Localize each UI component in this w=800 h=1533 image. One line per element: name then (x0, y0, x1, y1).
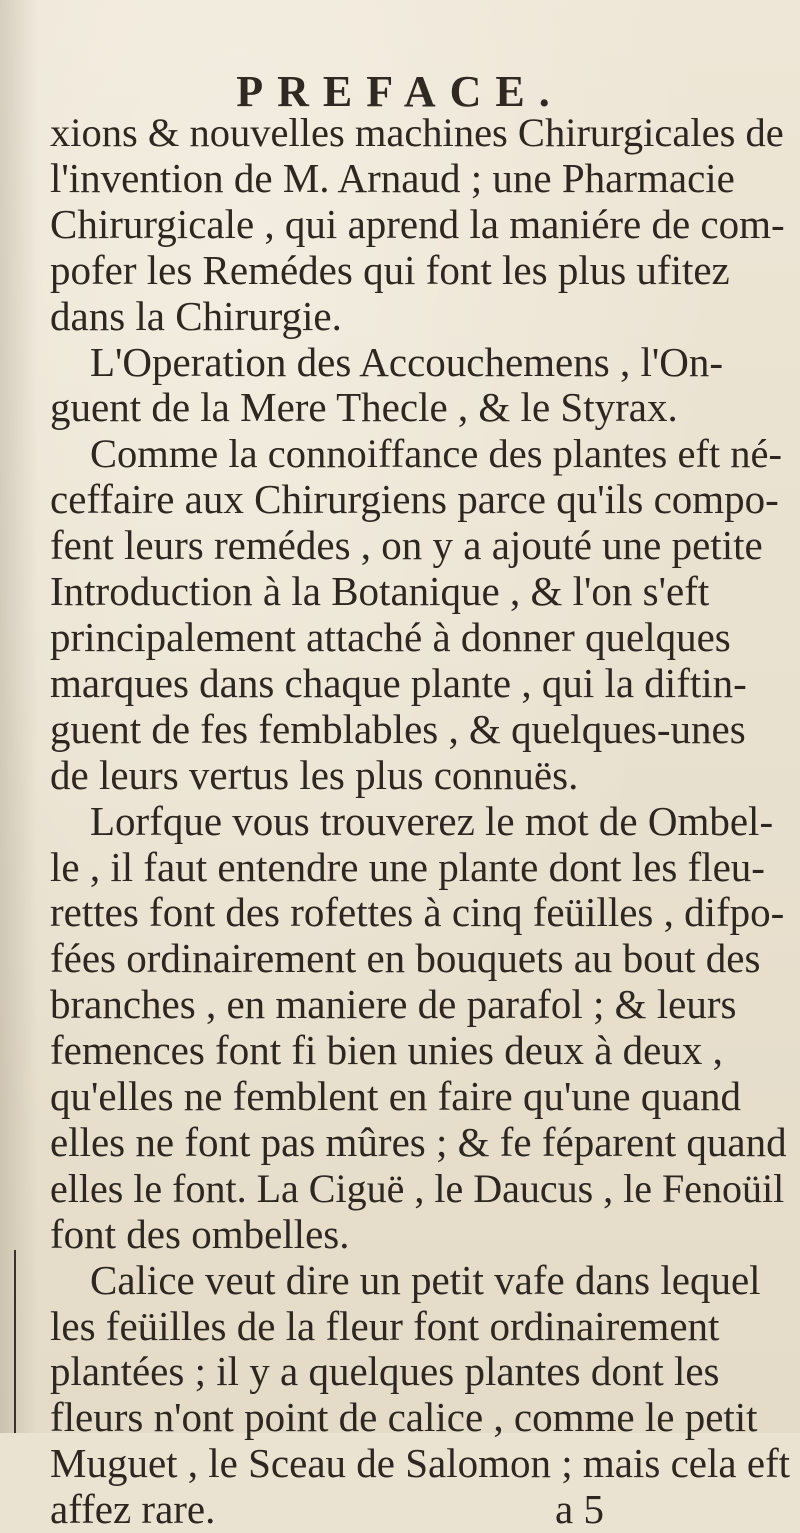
text-line: pofer les Remédes qui font les plus ufitez (50, 246, 730, 293)
text-line: elles ne font pas mûres ; & fe féparent quand (50, 1118, 787, 1165)
text-line: guent de fes femblables , & quelques-unes (50, 705, 746, 752)
paragraph-start: Comme la connoiffance des plantes eft né- (90, 431, 783, 477)
text-line: de leurs vertus les plus connuës. (50, 751, 579, 798)
text-line: Muguet , le Sceau de Salomon ; mais cela eft (50, 1440, 791, 1487)
text-line: marques dans chaque plante , qui la diftin- (50, 659, 747, 706)
paragraph-start: L'Operation des Accouchemens , l'On- (90, 338, 723, 385)
text-line: plantées ; il y a quelques plantes dont les (50, 1348, 720, 1395)
text-line: ceffaire aux Chirurgiens parce qu'ils compo- (50, 476, 779, 523)
page-gutter-shadow (0, 0, 38, 1433)
text-line: rettes font des rofettes à cinq feüilles , difpo- (50, 889, 785, 936)
final-row (50, 1487, 610, 1533)
text-line: qu'elles ne femblent en faire qu'une quand (50, 1073, 742, 1120)
paragraph-start: Lorfque vous trouverez le mot de Ombel- (90, 797, 774, 844)
text-line: guent de la Mere Thecle , & le Styrax. (50, 384, 678, 431)
text-line: fleurs n'ont point de calice , comme le petit (50, 1394, 758, 1441)
text-line: font des ombelles. (50, 1210, 350, 1257)
text-line: fent leurs remédes , on y a ajouté une petite (50, 522, 763, 569)
paragraph-start: Calice veut dire un petit vafe dans lequel (90, 1256, 761, 1303)
signature-mark: a 5 (555, 1486, 604, 1533)
text-line: branches , en maniere de parafol ; & leurs (50, 981, 737, 1028)
text-line: Chirurgicale , qui aprend la maniére de com- (50, 200, 785, 247)
text-line: Introduction à la Botanique , & l'on s'eft (50, 568, 710, 615)
text-line: les feüilles de la fleur font ordinairement (50, 1302, 720, 1349)
text-line: le , il faut entendre une plante dont les fleu- (50, 843, 765, 890)
facing-page-edge (14, 1250, 16, 1433)
text-line: femences font fi bien unies deux à deux , (50, 1027, 723, 1074)
text-line: affez rare. (50, 1486, 216, 1533)
text-line: fées ordinairement en bouquets au bout des (50, 935, 761, 982)
text-line: elles le font. La Ciguë , le Daucus , le Fenoüil (50, 1165, 785, 1211)
text-line: l'invention de M. Arnaud ; une Pharmacie (50, 154, 735, 201)
text-line: dans la Chirurgie. (50, 292, 342, 339)
running-header: PREFACE. (236, 67, 564, 116)
body-text (50, 110, 790, 1533)
text-line: principalement attaché à donner quelques (50, 613, 731, 660)
text-line: xions & nouvelles machines Chirurgicales de (50, 110, 784, 155)
